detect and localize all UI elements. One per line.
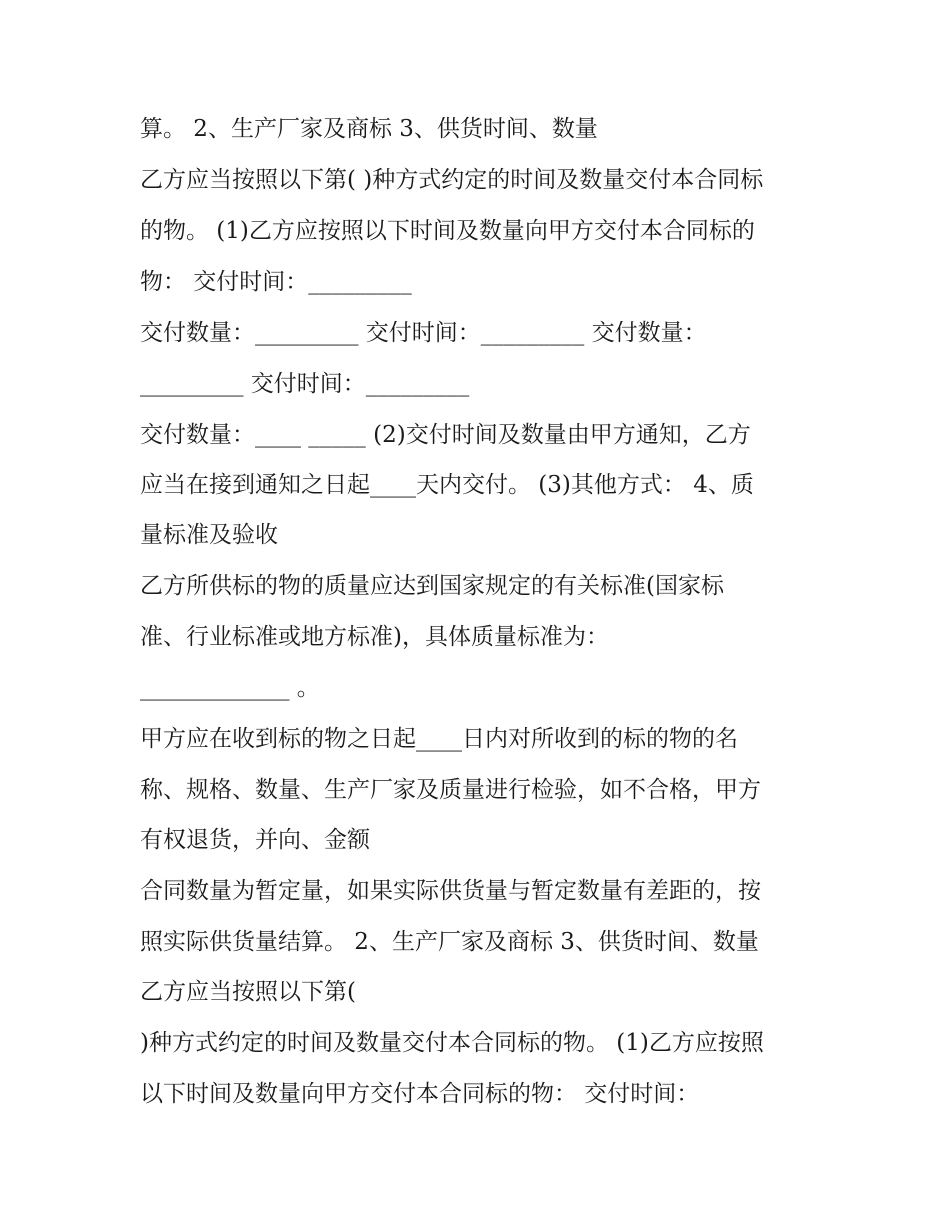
text-line: )种方式约定的时间及数量交付本合同标的物。 (1)乙方应按照 [140, 1030, 764, 1056]
text-line: _____________ 。 [140, 675, 320, 701]
text-line: 的物。 (1)乙方应按照以下时间及数量向甲方交付本合同标的 [140, 218, 755, 244]
text-line: 称、规格、数量、生产厂家及质量进行检验，如不合格，甲方 [140, 777, 761, 803]
text-line: 物： 交付时间：_________ [140, 269, 412, 295]
text-line: 以下时间及数量向甲方交付本合同标的物： 交付时间： [140, 1081, 700, 1107]
text-line: 乙方所供标的物的质量应达到国家规定的有关标准(国家标 [140, 573, 724, 599]
text-line: 准、行业标准或地方标准)，具体质量标准为： [140, 624, 609, 650]
text-line: 算。 2、生产厂家及商标 3、供货时间、数量 [140, 116, 598, 142]
text-line: 甲方应在收到标的物之日起____日内对所收到的标的物的名 [140, 726, 738, 752]
text-line: _________ 交付时间：_________ [140, 371, 470, 397]
text-line: 合同数量为暂定量，如果实际供货量与暂定数量有差距的，按 [140, 878, 761, 904]
text-line: 交付数量：_________ 交付时间：_________ 交付数量： [140, 320, 707, 346]
text-line: 有权退货，并向、金额 [140, 827, 370, 853]
text-line: 应当在接到通知之日起____天内交付。 (3)其他方式： 4、质 [140, 472, 754, 498]
text-line: 照实际供货量结算。 2、生产厂家及商标 3、供货时间、数量 [140, 929, 759, 955]
text-line: 量标准及验收 [140, 522, 278, 548]
text-line: 交付数量：____ _____ (2)交付时间及数量由甲方通知，乙方 [140, 422, 751, 448]
text-line: 乙方应当按照以下第( [140, 979, 356, 1005]
text-line: 乙方应当按照以下第( )种方式约定的时间及数量交付本合同标 [140, 167, 764, 193]
